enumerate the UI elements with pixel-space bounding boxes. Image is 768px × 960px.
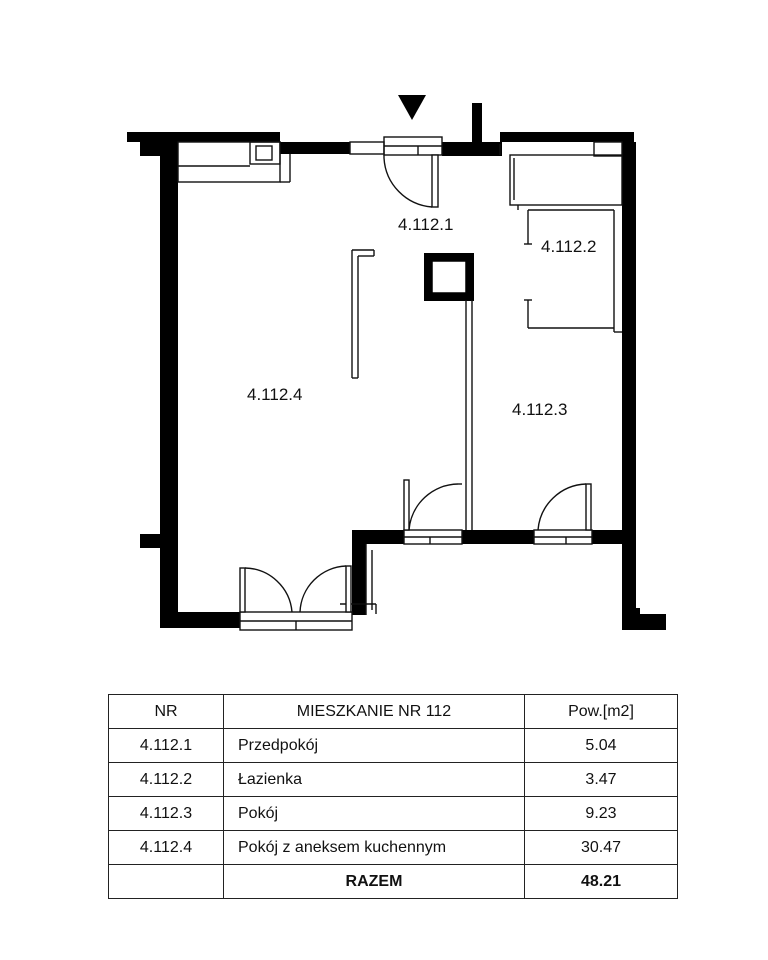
header-nr: NR — [109, 695, 224, 729]
row-nr: 4.112.1 — [109, 729, 224, 763]
total-label: RAZEM — [224, 865, 525, 899]
header-apartment: MIESZKANIE NR 112 — [224, 695, 525, 729]
room-label-4-112-3: 4.112.3 — [512, 400, 568, 419]
total-area: 48.21 — [525, 865, 678, 899]
table-row — [109, 729, 678, 763]
row-nr: 4.112.3 — [109, 797, 224, 831]
table-row — [109, 797, 678, 831]
row-name: Łazienka — [224, 763, 525, 797]
row-area: 9.23 — [525, 797, 678, 831]
room-label-4-112-1: 4.112.1 — [398, 215, 454, 234]
row-area: 3.47 — [525, 763, 678, 797]
room-area-table — [108, 694, 678, 899]
row-name: Przedpokój — [224, 729, 525, 763]
table-row — [109, 763, 678, 797]
room-label-4-112-4: 4.112.4 — [247, 385, 303, 404]
table-row — [109, 831, 678, 865]
row-name: Pokój — [224, 797, 525, 831]
total-nr — [109, 865, 224, 899]
entrance-arrow — [398, 95, 426, 120]
table-header-row — [109, 695, 678, 729]
partition-lines — [178, 137, 622, 630]
room-label-4-112-2: 4.112.2 — [541, 237, 597, 256]
row-name: Pokój z aneksem kuchennym — [224, 831, 525, 865]
row-nr: 4.112.4 — [109, 831, 224, 865]
row-area: 5.04 — [525, 729, 678, 763]
row-nr: 4.112.2 — [109, 763, 224, 797]
header-area: Pow.[m2] — [525, 695, 678, 729]
table-total-row — [109, 865, 678, 899]
row-area: 30.47 — [525, 831, 678, 865]
